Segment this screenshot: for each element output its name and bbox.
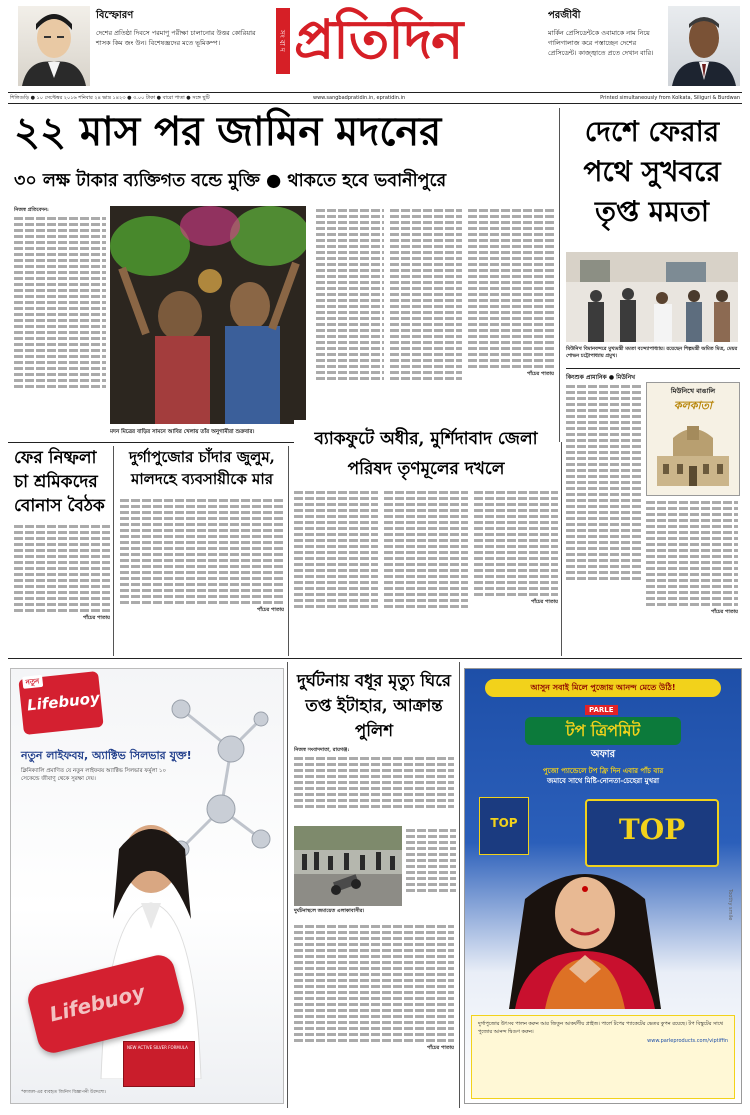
mamata-column-2 — [646, 498, 738, 650]
newspaper-logo[interactable]: প্রতিদিন — [294, 7, 463, 71]
mamata-byline: কিংশুক প্রামানিক ● মিউনিখ — [566, 374, 636, 381]
dateline-url[interactable]: www.sangbadpratidin.in, epratidin.in — [313, 95, 406, 101]
accident-photo-caption: দুর্ঘটনাস্থলে জমায়েত এলাকাবাসীর। — [294, 908, 365, 914]
mamata-column-1 — [566, 382, 642, 650]
inset-label: মিউনিখে বাঙালি — [670, 387, 716, 395]
lead-column-2 — [316, 206, 384, 438]
right-teaser[interactable] — [548, 8, 660, 58]
divider-puja — [288, 446, 289, 656]
puja-continued[interactable]: পাঁচের পাতায় — [256, 607, 284, 613]
accident-continued[interactable]: পাঁচের পাতায় — [426, 1045, 454, 1051]
tea-headline[interactable]: ফের নিষ্ফলা চা শ্রমিকদের বোনাস বৈঠক — [14, 448, 105, 516]
rule-mamata-byline — [566, 368, 740, 369]
divider-ad-right — [459, 662, 460, 1108]
parle-side-text: Toothy smile — [727, 889, 733, 921]
parle-offer-line1: পুজো প্যান্ডেলে টপ ফ্রি দিন এবার পাঁচ বার — [542, 767, 664, 775]
accident-body — [294, 922, 454, 1102]
parle-product-line1: টপ ত্রিপমিট — [525, 717, 681, 745]
adhir-column-1 — [294, 488, 378, 654]
masthead — [8, 4, 742, 92]
accident-photo — [294, 826, 402, 906]
small-pack-brand: TOP — [490, 816, 518, 830]
puja-headline[interactable]: দুর্গাপুজোর চাঁদার জুলুম, মালদহে ব্যবসায়ীকে মার — [129, 448, 275, 488]
lifebuoy-ad[interactable] — [10, 668, 284, 1104]
lead-subhead: ৩০ লক্ষ টাকার ব্যক্তিগত বন্ডে মুক্তি ● থাকতে হবে ভবানীপুরে — [14, 171, 447, 191]
tea-continued[interactable]: পাঁচের পাতায় — [82, 615, 110, 621]
lifebuoy-tagline: নতুন লাইফবয়, অ্যাক্টিভ সিলভার যুক্ত! — [21, 749, 192, 762]
parle-offer-line2: জমাবে সাথে মিষ্টি-নোনতা-চেহেরা মুখরা — [547, 777, 659, 785]
right-teaser-text: মার্কিন প্রেসিডেন্টকে ওবামাকে নাম নিয়ে গালিগালাজ করে পস্তাচ্ছেন দেশের প্রেসিডেন্ট। কাজ্জ্বাতে প্রতে দেখান বারি। — [548, 29, 654, 57]
lead-dateline: নিজস্ব প্রতিবেদন: — [14, 207, 49, 213]
adhir-headline[interactable]: ব্যাকফুটে অধীর, মুর্শিদাবাদ জেলা পরিষদ তৃণমূলের দখলে — [294, 420, 558, 484]
lifebuoy-logo — [18, 671, 103, 735]
adhir-column-3 — [474, 488, 558, 654]
accident-column-right — [406, 826, 456, 922]
parle-footer-text: দুর্গাপুজোর উৎসব পালন করুন আর জিতুন আকর্ষণীয় প্রাইজ। পার্লে টপের প্যাকেটের ভেতর কুপন রয়েছে। টপ বিস্কুটের সাথে পুজোর আনন্দ দ্বিগুণ করুন। — [478, 1021, 723, 1035]
parle-footer-url[interactable]: www.parleproducts.com/viptiffin — [647, 1038, 728, 1044]
right-teaser-label: পরজীবী — [548, 10, 581, 21]
dateline-strip — [8, 92, 742, 104]
soap-brand-text: Lifebuoy — [47, 979, 148, 1027]
parle-product-line2: অফার — [590, 749, 616, 760]
divider-tea — [113, 446, 114, 656]
parle-small-pack — [479, 797, 529, 855]
puja-body — [120, 496, 284, 654]
adhir-column-2 — [384, 488, 468, 654]
divider-adhir-right — [561, 442, 562, 656]
lifebuoy-brand: Lifebuoy — [26, 688, 101, 715]
mamata-headline[interactable]: দেশে ফেরার পথে সুখবরে তৃপ্ত মমতা — [583, 115, 721, 228]
tea-body — [14, 522, 110, 654]
lifebuoy-fineprint: *কাজল-এর ব্যবহৃত জিনিস বিজ্ঞাপনী উদ্দেশ্যে। — [21, 1090, 107, 1095]
logo-prefix-text: সং বা দ — [278, 30, 286, 52]
dateline-left: শিলিগুড়ি ● ১০ সেপ্টেম্বর ২০১৬ শনিবার ২৪ ভাদ্র ১৪২৩ ● ৩.০০ টাকা ● বারো পাতা ● সঙ্গে ছুটি — [10, 95, 210, 101]
accident-dateline: নিজস্ব সংবাদদাতা, রায়গঞ্জ: — [294, 747, 350, 753]
lead-photo-caption: মদন মিত্রের বাড়ির সামনে আবির খেলায় তাঁর অনুগামীরা শুক্রবার। — [110, 429, 255, 435]
left-teaser-label: বিস্ফোরণ — [96, 10, 134, 21]
divider-lead-right — [559, 108, 560, 442]
left-teaser[interactable] — [96, 8, 271, 48]
lead-continued[interactable]: পাঁচের পাতায় — [526, 371, 554, 377]
lead-column-3 — [390, 206, 462, 438]
accident-headline[interactable]: দুর্ঘটনায় বধূর মৃত্যু ঘিরে তপ্ত ইটাহার, আক্রান্ত পুলিশ — [297, 671, 451, 740]
lead-column-1 — [14, 206, 106, 438]
inset-building-illustration — [647, 416, 739, 486]
logo-prefix — [276, 8, 290, 74]
mamata-photo-caption: মিউনিখ বিমানবন্দরে মুখ্যমন্ত্রী মমতা বন্দ্যোপাধ্যায়। রয়েছেন শিল্পমন্ত্রী অমিত মিত্র, মেয়র শোভন চট্টোপাধ্যায় প্রমুখ। — [566, 346, 738, 359]
lifebuoy-pack — [123, 1041, 195, 1087]
pack-label: NEW ACTIVE SILVER FORMULA — [127, 1045, 188, 1050]
mamata-continued[interactable]: পাঁচের পাতায় — [710, 609, 738, 615]
obama-photo — [668, 6, 740, 86]
lifebuoy-new-badge: নতুন — [22, 675, 43, 689]
dateline-right: Printed simultaneously from Kolkata, Siliguri & Burdwan — [600, 95, 740, 101]
lead-headline[interactable]: ২২ মাস পর জামিন মদনের — [14, 108, 442, 155]
inset-subtitle: কলকাতা — [673, 399, 713, 412]
large-pack-brand: TOP — [618, 813, 686, 846]
rule-below-second-band — [8, 658, 742, 659]
parle-footer-box — [471, 1015, 735, 1099]
mamata-inset — [646, 382, 740, 496]
parle-ad[interactable] — [464, 668, 742, 1104]
parle-logo: PARLE — [585, 705, 618, 715]
accident-intro — [294, 746, 454, 826]
adhir-continued[interactable]: পাঁচের পাতায় — [530, 599, 558, 605]
parle-model-photo — [485, 859, 705, 1009]
divider-ad-left — [287, 662, 288, 1108]
lead-column-4 — [468, 206, 554, 438]
parle-top-banner: আসুন সবাই মিলে পুজোয় আনন্দ মেতে উঠি! — [485, 679, 721, 697]
lead-photo — [110, 206, 306, 424]
parle-large-pack — [585, 799, 719, 867]
mamata-photo — [566, 252, 738, 342]
kim-photo — [18, 6, 90, 86]
lifebuoy-body: ক্লিনিক্যালি প্রমাণিত যে নতুন লাইফবয় অ্যাক্টিভ সিলভার ফর্মুলা ১০ সেকেন্ডে জীবাণু থেকে সুরক্ষা দেয়। — [21, 768, 167, 782]
left-teaser-text: দেশের প্রতিষ্ঠা দিবসে পরমাণু পরীক্ষা চালানোর উত্তর কোরিয়ার শাসক কিম জং উন। বিশেষজ্ঞদের মতে ভূমিকম্প। — [96, 29, 256, 47]
